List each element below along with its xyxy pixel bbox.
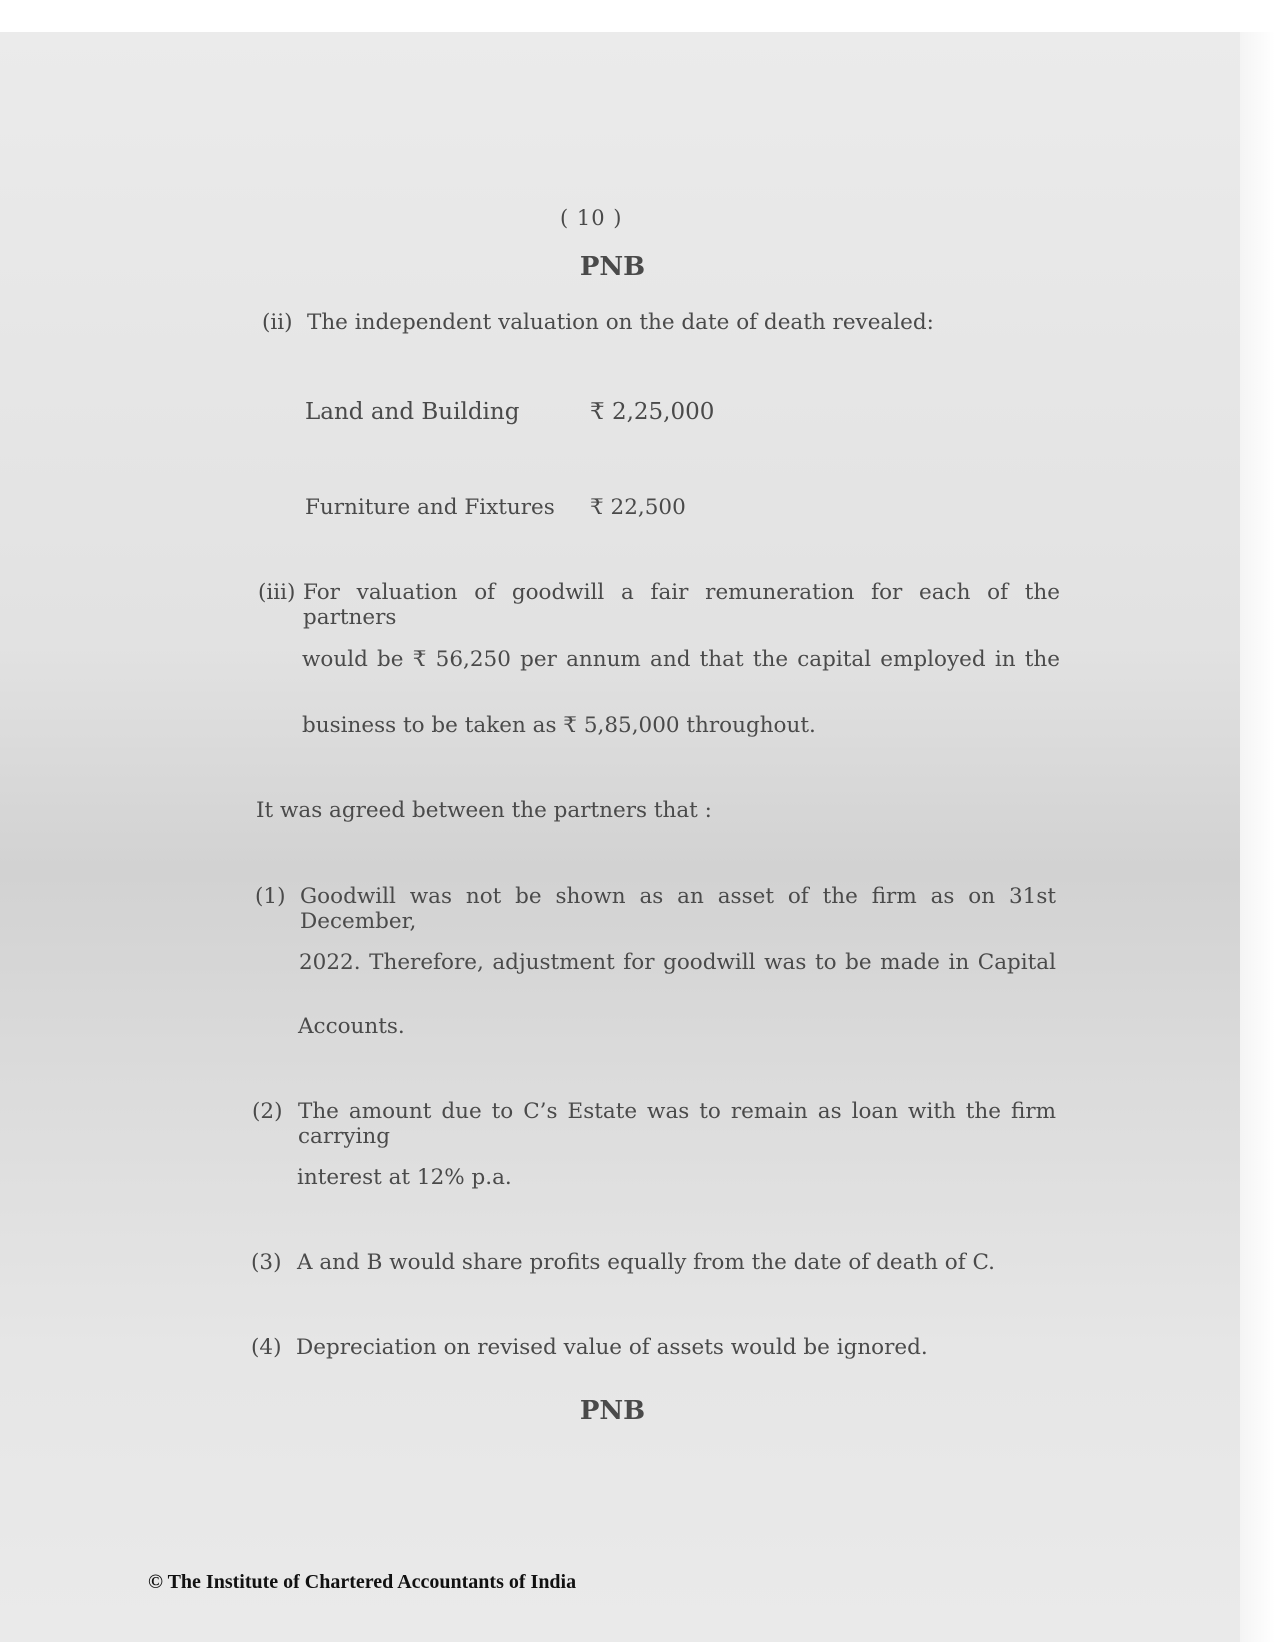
agreement-3-line-1: A and B would share profits equally from the date of death of C. — [297, 1250, 996, 1275]
item-iii-line-2: would be ₹ 56,250 per annum and that the capital employed in the — [302, 647, 1060, 672]
agreement-2-label: (2) — [252, 1099, 283, 1124]
agreement-4-label: (4) — [251, 1335, 282, 1360]
page-edge — [1240, 32, 1275, 1642]
agreement-1-line-2: 2022. Therefore, adjustment for goodwill was to be made in Capital — [299, 950, 1056, 975]
header-mark: PNB — [579, 252, 646, 282]
valuation-amount-land: ₹ 2,25,000 — [590, 399, 715, 425]
item-ii-text: The independent valuation on the date of death revealed: — [307, 310, 934, 335]
agreement-1-line-1: Goodwill was not be shown as an asset of the firm as on 31st December, — [300, 884, 1056, 934]
page-number: ( 10 ) — [560, 206, 623, 230]
agreement-3-label: (3) — [251, 1250, 282, 1275]
agreement-1-line-3: Accounts. — [298, 1014, 405, 1039]
agreement-intro: It was agreed between the partners that : — [256, 798, 712, 823]
agreement-2-line-2: interest at 12% p.a. — [297, 1165, 512, 1190]
item-iii-label: (iii) — [258, 580, 296, 605]
agreement-1-label: (1) — [255, 884, 286, 909]
valuation-asset-furniture: Furniture and Fixtures — [305, 495, 555, 520]
item-iii-line-1: For valuation of goodwill a fair remuneration for each of the partners — [303, 580, 1060, 630]
valuation-asset-land: Land and Building — [305, 399, 520, 425]
item-ii-label: (ii) — [262, 310, 293, 335]
footer-mark: PNB — [579, 1396, 646, 1426]
copyright-notice: © The Institute of Chartered Accountants of India — [148, 1571, 577, 1593]
agreement-4-line-1: Depreciation on revised value of assets would be ignored. — [296, 1335, 928, 1360]
agreement-2-line-1: The amount due to C’s Estate was to remain as loan with the firm carrying — [298, 1099, 1056, 1149]
valuation-amount-furniture: ₹ 22,500 — [590, 495, 686, 520]
item-iii-line-3: business to be taken as ₹ 5,85,000 throughout. — [302, 713, 816, 738]
